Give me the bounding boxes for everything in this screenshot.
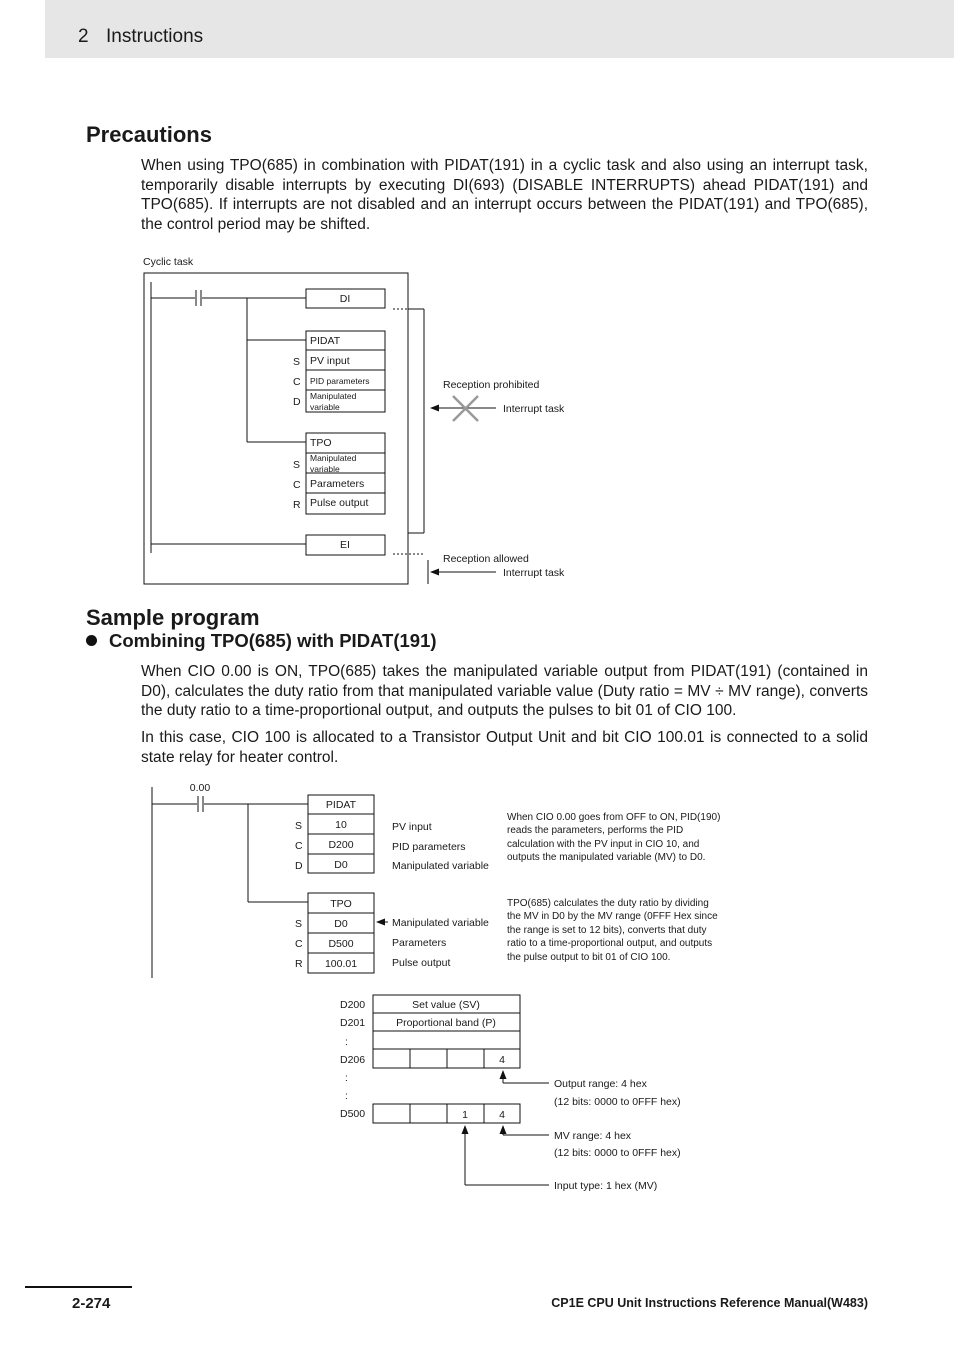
pidat-title-2: PIDAT [325, 799, 357, 811]
bullet-icon [86, 635, 97, 646]
blank-cell [373, 1031, 520, 1049]
pidat-note [507, 812, 720, 863]
set-value-label: Set value (SV) [412, 999, 480, 1011]
sample-para-1: When CIO 0.00 is ON, TPO(685) takes the manipulated variable output from PIDAT(191) (contained in D0), calculates the duty ratio from that manipulated variable value (Duty ratio = MV ÷ MV range), converts the duty ratio to a time-proportional output, and outputs the pulses to bit 01 of CIO 100. [141, 663, 868, 719]
tpo-op-c-2: C [295, 938, 303, 950]
pidat-val-d: D0 [334, 859, 348, 871]
interrupt-task-label-1: Interrupt task [503, 403, 565, 415]
combining-subheading [86, 630, 437, 652]
addr-d500: D500 [340, 1108, 366, 1120]
tpo-val-c: D500 [328, 938, 354, 950]
output-range-detail: (12 bits: 0000 to 0FFF hex) [554, 1096, 681, 1108]
tpo-note-line: ratio to a time-proportional output, and outputs [507, 938, 713, 949]
input-type-label: Input type: 1 hex (MV) [554, 1180, 658, 1192]
pidat-label-mv: Manipulated variable [392, 860, 489, 872]
cyclic-task-box [144, 273, 408, 584]
mv-range-detail: (12 bits: 0000 to 0FFF hex) [554, 1147, 681, 1159]
pidat-val-s: 10 [335, 819, 347, 831]
d500-digit-mv-range: 4 [499, 1109, 505, 1121]
d500-digit-input-type: 1 [462, 1109, 468, 1121]
tpo-row-mv1: Manipulated [310, 453, 357, 463]
tpo-op-r-2: R [295, 958, 303, 970]
pidat-label-pv: PV input [392, 821, 432, 833]
tpo-op-s-2: S [295, 918, 303, 930]
tpo-note [507, 898, 718, 963]
proportional-band-label: Proportional band (P) [396, 1017, 496, 1029]
pidat-note-line: When CIO 0.00 goes from OFF to ON, PID(190) [507, 812, 721, 823]
combining-subheading-text: Combining TPO(685) with PIDAT(191) [109, 630, 437, 651]
pidat-note-line: reads the parameters, performs the PID [507, 825, 684, 836]
contact-000-label: 0.00 [189, 782, 211, 794]
addr-d201: D201 [340, 1017, 366, 1029]
precaution-ladder-diagram [143, 256, 496, 584]
precautions-heading: Precautions [86, 122, 212, 147]
addr-ellipsis: : [345, 1072, 348, 1084]
tpo-val-s: D0 [334, 918, 348, 930]
pidat-note-line: outputs the manipulated variable (MV) to D0. [507, 852, 706, 863]
cyclic-task-label: Cyclic task [143, 256, 194, 268]
chapter-number: 2 [78, 26, 89, 47]
pidat-row-pid: PID parameters [310, 376, 370, 386]
reception-allowed-label: Reception allowed [443, 553, 529, 565]
tpo-val-r: 100.01 [324, 958, 358, 970]
ei-label: EI [340, 539, 350, 551]
sample-para-2: In this case, CIO 100 is allocated to a Transistor Output Unit and bit CIO 100.01 is connected to a solid state relay for heater control. [141, 729, 868, 766]
page-number: 2-274 [72, 1295, 111, 1312]
mv-range-label: MV range: 4 hex [554, 1130, 632, 1142]
addr-ellipsis: : [345, 1090, 348, 1102]
pidat-row-mv2: variable [310, 402, 340, 412]
tpo-row-params: Parameters [310, 478, 365, 490]
pidat-note-line: calculation with the PV input in CIO 10, and [507, 839, 700, 850]
manual-title: CP1E CPU Unit Instructions Reference Manual(W483) [551, 1296, 868, 1310]
tpo-title-2: TPO [330, 898, 352, 910]
sample-program-heading: Sample program [86, 605, 260, 630]
tpo-note-line: TPO(685) calculates the duty ratio by dividing [507, 898, 709, 909]
pidat-val-c: D200 [328, 839, 354, 851]
tpo-note-line: the MV in D0 by the MV range (0FFF Hex since [507, 911, 718, 922]
d206-digit: 4 [499, 1054, 505, 1066]
footer-rule [25, 1286, 132, 1288]
tpo-op-s: S [293, 459, 301, 471]
tpo-note-line: the range is set to 12 bits), converts that duty [507, 925, 707, 936]
di-label: DI [339, 293, 351, 305]
interrupt-task-label-2: Interrupt task [503, 567, 565, 579]
tpo-op-c: C [293, 479, 301, 491]
tpo-label-params: Parameters [392, 937, 447, 949]
tpo-title: TPO [310, 437, 332, 449]
tpo-row-pulse: Pulse output [310, 497, 369, 509]
addr-d206: D206 [340, 1054, 366, 1066]
pidat-op-s-2: S [295, 820, 303, 832]
tpo-label-mv: Manipulated variable [392, 917, 489, 929]
output-range-label: Output range: 4 hex [554, 1078, 647, 1090]
addr-ellipsis: : [345, 1036, 348, 1048]
pidat-op-s: S [293, 356, 301, 368]
pidat-label-pid: PID parameters [392, 841, 466, 853]
pidat-op-d-2: D [295, 860, 303, 872]
reception-prohibited-label: Reception prohibited [443, 379, 540, 391]
pidat-op-c: C [293, 376, 301, 388]
addr-d200: D200 [340, 999, 366, 1011]
tpo-label-pulse: Pulse output [392, 957, 451, 969]
pidat-title: PIDAT [310, 335, 341, 347]
precautions-body: When using TPO(685) in combination with PIDAT(191) in a cyclic task and also using an interrupt task, temporarily disable interrupts by executing DI(693) (DISABLE INTERRUPTS) ahead PIDAT(191) and TPO(685). If interrupts are not disabled and an interrupt occurs between the PIDAT(191) and TPO(685), the control period may be shifted. [141, 157, 868, 233]
chapter-title: Instructions [106, 26, 204, 47]
tpo-note-line: the pulse output to bit 01 of CIO 100. [507, 952, 671, 963]
pidat-op-d: D [293, 396, 301, 408]
pidat-op-c-2: C [295, 840, 303, 852]
tpo-op-r: R [293, 499, 301, 511]
tpo-row-mv2: variable [310, 464, 340, 474]
pidat-row-pv: PV input [310, 355, 350, 367]
pidat-row-mv1: Manipulated [310, 391, 357, 401]
